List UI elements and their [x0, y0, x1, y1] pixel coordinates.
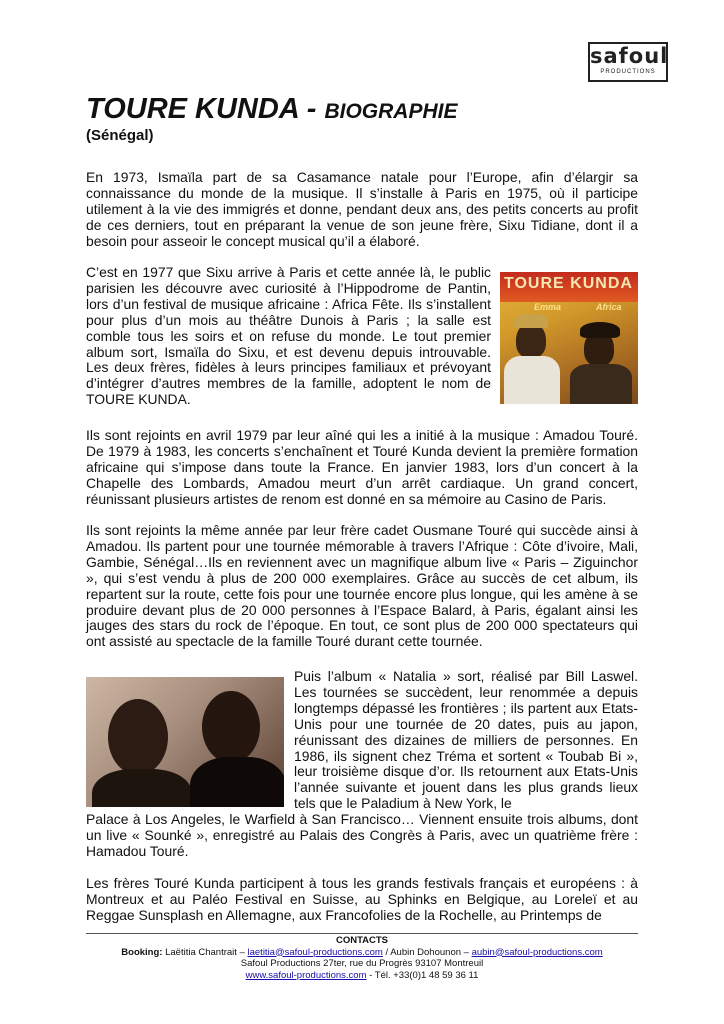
logo-subtext: PRODUCTIONS [600, 69, 656, 75]
paragraph-5: Puis l’album « Natalia » sort, réalisé par Bill Laswel. Les tournées se succèdent, leur renommée a depuis longtemps dépassé les frontières ; ils partent aux Etats-Unis pour une tournée de 20 dates, puis au japon, réunissant des dizaines de milliers de personnes. En 1986, ils signent chez Tréma et sortent « Toubab Bi », leur troisième disque d’or. Ils retournent aux Etats-Unis l’année suivante et jouent dans les plus grands lieux tels que le Paladium à New York, le [294, 668, 638, 812]
cover-right-text: Africa [596, 302, 622, 312]
man-right-head [202, 691, 260, 763]
company-logo [588, 42, 668, 82]
paragraph-1: En 1973, Ismaïla part de sa Casamance natale pour l’Europe, afin d’élargir sa connaissance du monde de la musique. Il s’installe à Paris en 1975, où il participe utilement à la vie des immigrés et donne, pendant deux ans, des petits concerts au profit de ces derniers, tout en préparant la venue de son jeune frère, Sixu Tidiane, dont il a besoin pour asseoir le concept musical qu’il a élaboré. [86, 169, 638, 249]
paragraph-4: Ils sont rejoints la même année par leur frère cadet Ousmane Touré qui succède ainsi à Amadou. Ils partent pour une tournée mémorable à travers l’Afrique : Côte d’ivoire, Mali, Gambie, Sénégal…Ils en reviennent avec un magnifique album live « Paris – Ziguinchor », qui s’est vendu à plus de 200 000 exemplaires. Grâce au succès de cet album, ils repartent sur la route, cette fois pour une tournée encore plus longue, qui les amène à se produire devant plus de 20 000 personnes à l’Espace Balard, à Paris, égalant ainsi les jauges des stars du rock de l’époque. En tout, ce sont plus de 200 000 spectateurs qui ont assisté au spectacle de la famille Touré durant cette tournée. [86, 522, 638, 650]
booking-label: Booking: [121, 946, 163, 958]
man-right-body [190, 757, 284, 807]
logo-text: safoul [590, 44, 669, 68]
website-line [86, 970, 638, 982]
address-line: Safoul Productions 27ter, rue du Progrès 93107 Montreuil [240, 958, 484, 969]
title-subtitle: BIOGRAPHIE [324, 100, 458, 123]
paragraph-2: C’est en 1977 que Sixu arrive à Paris et cette année là, le public parisien les découvre avec curiosité à l’Hippodrome de Pantin, lors d’un festival de musique africaine : Africa Fête. Ils s’installent pour plus d’un mois au théâtre Dunois à Paris ; la salle est comble tous les soirs et on refuse du monde. Le tout premier album sort, Ismaïla do Sixu, et est devenu depuis introuvable. Les deux frères, fidèles à leurs principes familiaux et prévoyant d’intégrer d’autres membres de la famille, adoptent le nom de TOURE KUNDA. [86, 264, 491, 408]
band-members-photo [86, 677, 284, 807]
man-left-head [108, 699, 168, 775]
cover-title: TOURE KUNDA [504, 275, 633, 292]
phone-number: - Tél. +33(0)1 48 59 36 11 [369, 969, 479, 981]
footer-divider [86, 933, 638, 934]
contact1-name: Laëtitia Chantrait – [165, 946, 245, 958]
paragraph-3: Ils sont rejoints en avril 1979 par leur aîné qui les a initié à la musique : Amadou Touré. De 1979 à 1983, les concerts s’enchaînent et Touré Kunda devient la première formation africaine qui s’impose dans toute la France. En janvier 1983, lors d’un concert à la Chapelle des Lombards, Amadou meurt d’un arrêt cardiaque. Un grand concert, réunissant plusieurs artistes de renom est donné en sa mémoire au Casino de Paris. [86, 427, 638, 507]
website-link[interactable]: www.safoul-productions.com [245, 969, 367, 981]
paragraph-5-continued: Palace à Los Angeles, le Warfield à San Francisco… Viennent ensuite trois albums, dont un live « Sounké », enregistré au Palais des Congrès à Paris, avec un quatrième frère : Hamadou Touré. [86, 811, 638, 859]
paragraph-6: Les frères Touré Kunda participent à tous les grands festivals français et européens : à Montreux et au Paléo Festival en Suisse, au Sphinks en Belgique, au Loreleï et au Reggae Sunsplash en Allemagne, aux Francofolies de la Rochelle, au Printemps de [86, 875, 638, 923]
contacts-footer [86, 935, 638, 981]
man-left-body [92, 769, 192, 807]
person-right-hair [580, 322, 620, 338]
contacts-heading: CONTACTS [335, 935, 389, 946]
contact1-email-link[interactable]: laetitia@safoul-productions.com [247, 946, 383, 958]
booking-line [86, 947, 638, 959]
person-left-body [504, 356, 560, 404]
contact-separator: / Aubin Dohounon – [385, 946, 469, 958]
album-cover-photo [500, 272, 638, 404]
country-label: (Sénégal) [86, 127, 154, 144]
contact2-email-link[interactable]: aubin@safoul-productions.com [471, 946, 603, 958]
person-left-cap [514, 314, 548, 328]
title-main: TOURE KUNDA - [86, 93, 325, 125]
cover-left-text: Emma [534, 302, 562, 312]
person-right-body [570, 364, 632, 404]
page-title [86, 92, 457, 129]
